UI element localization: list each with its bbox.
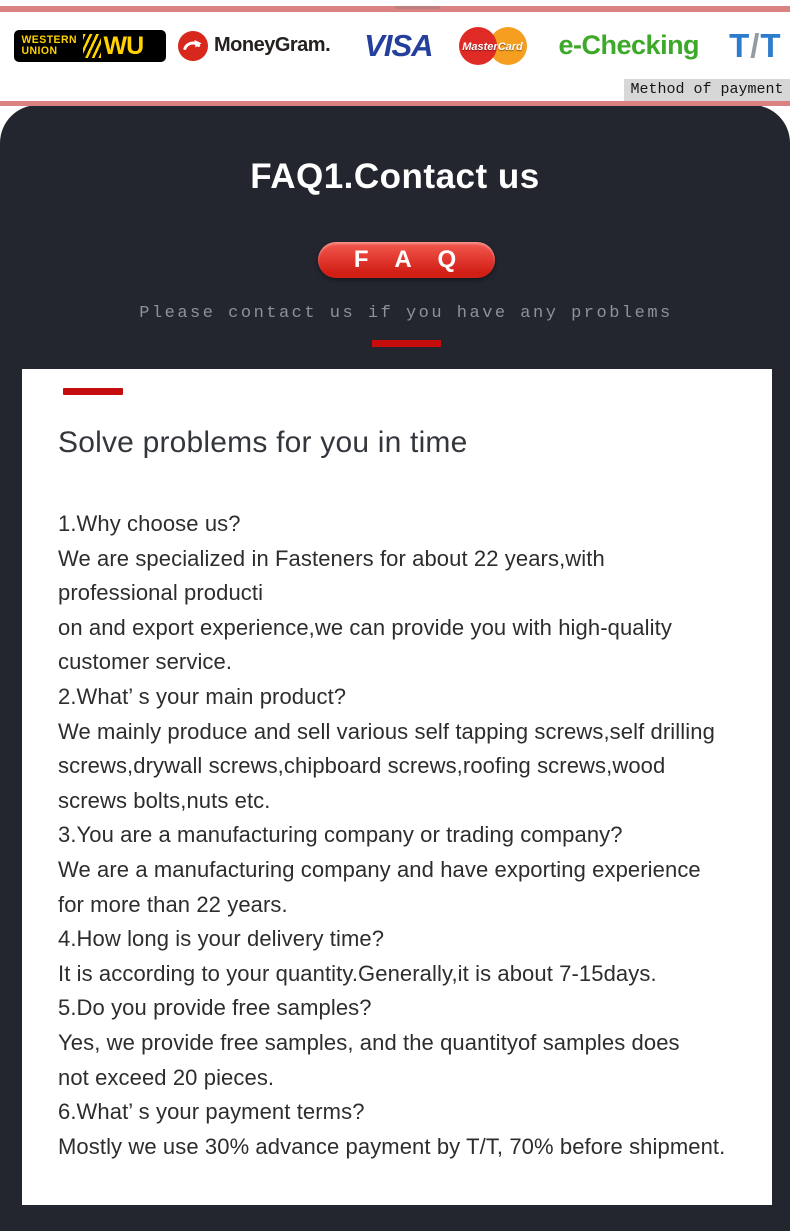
payment-logos-row [0,12,790,79]
faq-text-line: 6.What’ s your payment terms? [58,1099,365,1125]
western-union-logo [14,30,166,62]
moneygram-arrow-icon [178,31,208,61]
faq-text-line: professional producti [58,580,264,606]
payment-strip [0,6,790,106]
western-union-wordmark [21,35,77,57]
faq-text-line: Yes, we provide free samples, and the quantityof samples does [58,1029,680,1055]
faq-card [22,369,772,1205]
faq-badge-button[interactable]: F A Q [318,242,495,278]
faq-text-line: on and export experience,we can provide you with high-quality [58,614,672,640]
faq-section [0,105,790,1231]
faq-subtitle: Please contact us if you have any problems [139,304,673,323]
faq-text-line: not exceed 20 pieces. [58,1064,275,1090]
divider-bottom [0,101,790,106]
top-edge-artifact [395,6,440,9]
faq-text-line: 2.What’ s your main product? [58,683,347,709]
tt-letter: T [729,26,750,64]
faq-lines [58,507,742,1164]
faq-text-line: for more than 22 years. [58,891,288,917]
faq-text-line: We are a manufacturing company and have exporting experience [58,856,701,882]
faq-text-line: Mostly we use 30% advance payment by T/T, 70% before shipment. [58,1133,726,1159]
method-of-payment-label: Method of payment [624,79,790,101]
mastercard-logo [459,26,527,66]
faq-text-line: We mainly produce and sell various self tapping screws,self drilling [58,718,715,744]
western-union-line2: UNION [21,44,58,57]
moneygram-wordmark: MoneyGram. [214,34,331,56]
western-union-line1: WESTERN [21,33,78,46]
faq-text-line: customer service. [58,649,233,675]
card-red-dash [63,388,123,395]
faq-text-line: screws,drywall screws,chipboard screws,roofing screws,wood [58,753,666,779]
faq-text-line: It is according to your quantity.Generally,it is about 7-15days. [58,960,657,986]
faq-text-line: 5.Do you provide free samples? [58,995,372,1021]
wu-monogram: WU [103,31,144,60]
card-heading: Solve problems for you in time [58,426,468,459]
faq-text-line: 1.Why choose us? [58,511,241,536]
faq-text-line: We are specialized in Fasteners for about 22 years,with [58,545,605,571]
wu-stripes-icon [83,34,101,58]
faq-text-line: 3.You are a manufacturing company or trading company? [58,822,623,848]
faq-section-title: FAQ1.Contact us [250,157,540,196]
tt-letter: T [760,26,781,64]
visa-logo: VISA [364,27,433,63]
faq-text-line: 4.How long is your delivery time? [58,926,385,952]
tt-slash: / [750,26,760,64]
tt-logo [729,28,781,64]
moneygram-logo [178,31,330,61]
echecking-logo: e-Checking [558,30,700,60]
red-underline-bar [372,340,441,347]
mastercard-wordmark: MasterCard [462,40,523,53]
method-of-payment-row [0,79,790,101]
faq-text-line: screws bolts,nuts etc. [58,787,271,813]
